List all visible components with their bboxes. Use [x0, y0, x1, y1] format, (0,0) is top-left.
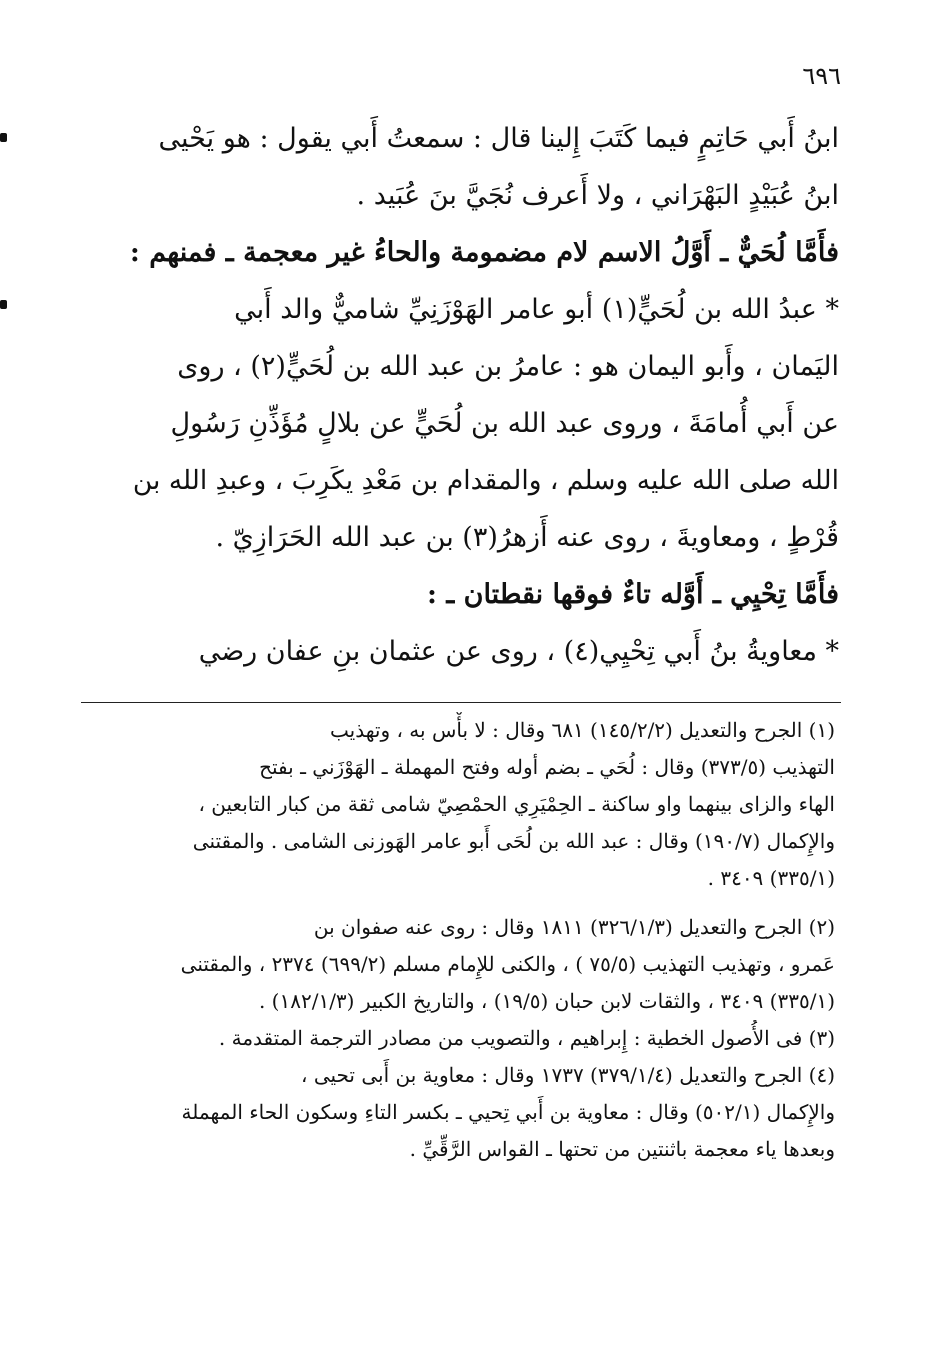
page-number: ٦٩٦ — [802, 62, 841, 90]
footnote-separator — [81, 702, 841, 703]
footnote-2 — [123, 909, 835, 1020]
text-line: * عبدُ الله بن لُحَيٍّ(١) أبو عامر الهَوْزَنِيِّ شاميٌّ والد أَبي — [234, 294, 839, 325]
text-line: * معاويةُ بنُ أَبي تِحْيِي(٤) ، روى عن عثمان بنِ عفان رضي — [198, 636, 839, 667]
text-line: ابنُ عُبَيْدٍ البَهْرَاني ، ولا أَعرف نُجَيَّ بنَ عُبَيد . — [356, 180, 839, 211]
footnotes — [123, 712, 835, 1168]
margin-mark — [0, 300, 7, 309]
footnote-line: التهذيب (٣٧٣/٥) وقال : لُحَي ـ بضم أوله وفتح المهملة ـ الهَوْزَني ـ بفتح — [259, 755, 835, 779]
footnote-4 — [123, 1057, 835, 1168]
section-heading-luhay: فأَمَّا لُحَيٌّ ـ أَوَّلُ الاسم لام مضمومة والحاءُ غير معجمة ـ فمنهم : — [129, 237, 839, 268]
main-text — [123, 110, 839, 680]
footnote-line: (٢) الجرح والتعديل (٣٢٦/١/٣) ١٨١١ وقال : روى عنه صفوان بن — [313, 915, 835, 939]
footnote-line: (٤) الجرح والتعديل (٣٧٩/١/٤) ١٧٣٧ وقال : معاوية بن أَبى تحيى ، — [301, 1063, 835, 1087]
footnote-line: الهاء والزاى بينهما واو ساكنة ـ الحِمْيَرِي الحمْصِيّ شامى ثقة من كبار التابعين ، — [198, 792, 835, 816]
text-line: قُرْطٍ ، ومعاويةَ ، روى عنه أَزهرُ(٣) بن عبد الله الحَرَازِيّ . — [215, 522, 839, 553]
footnote-1 — [123, 712, 835, 897]
footnote-line: والإِكمال (١٩٠/٧) وقال : عبد الله بن لُحَى أَبو عامر الهَوزنى الشامى . والمقتنى — [192, 829, 835, 853]
footnote-line: عَمرو ، وتهذيب التهذيب (٧٥/٥ ) ، والكنى للإِمام مسلم (٦٩٩/٢) ٢٣٧٤ ، والمقتنى — [180, 952, 835, 976]
text-line: عن أَبي أُمامَةَ ، وروى عبد الله بن لُحَيٍّ عن بلالٍ مُؤَذِّنِ رَسُولِ — [170, 408, 839, 439]
footnote-line: (١) الجرح والتعديل (١٤٥/٢/٢) ٦٨١ وقال : لا بأْس به ، وتهذيب — [329, 718, 835, 742]
section-heading-tihyi: فأَمَّا تِحْيِي ـ أَوَّله تاءٌ فوقها نقطتان ـ : — [426, 579, 839, 610]
footnote-line: والإِكمال (٥٠٢/١) وقال : معاوية بن أَبي تِحيي ـ بكسر التاءِ وسكون الحاء المهملة — [181, 1100, 835, 1124]
footnote-line: (٣٣٥/١) ٣٤٠٩ ، والثقات لابن حبان (١٩/٥) ، والتاريخ الكبير (١٨٢/١/٣) . — [258, 989, 835, 1013]
margin-mark — [0, 133, 7, 142]
text-line: ابنُ أَبي حَاتِمٍ فيما كَتَبَ إِلينا قال : سمعتُ أَبي يقول : هو يَحْيى — [158, 123, 839, 154]
text-line: اليَمان ، وأَبو اليمان هو : عامرُ بن عبد الله بن لُحَيٍّ(٢) ، روى — [177, 351, 839, 382]
footnote-line: (٣) فى الأُصول الخطية : إِبراهيم ، والتصويب من مصادر الترجمة المتقدمة . — [218, 1026, 835, 1050]
text-line: الله صلى الله عليه وسلم ، والمقدام بن مَعْدِ يكَرِبَ ، وعبدِ الله بن — [132, 465, 839, 496]
footnote-3 — [123, 1020, 835, 1057]
footnote-line: وبعدها ياء معجمة باثنتين من تحتها ـ القواس الرَّقِّيِّ . — [409, 1137, 835, 1161]
footnote-line: (٣٣٥/١) ٣٤٠٩ . — [707, 866, 835, 890]
